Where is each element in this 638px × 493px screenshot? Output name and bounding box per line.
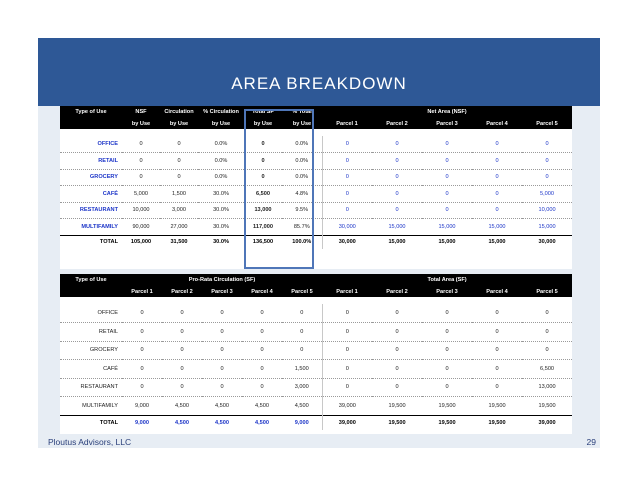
row-label: CAFÉ: [60, 186, 122, 203]
table-cell: 0: [202, 304, 242, 323]
header-cell: Parcel 2: [372, 118, 422, 129]
table-cell: 15,000: [422, 219, 472, 236]
table-cell: 0: [122, 136, 160, 153]
row-label: GROCERY: [60, 169, 122, 186]
row-label: OFFICE: [60, 304, 122, 323]
header-cell: Parcel 3: [422, 118, 472, 129]
table-cell: 30,000: [522, 235, 572, 249]
table-cell: 0.0%: [198, 136, 244, 153]
table-cell: 15,000: [422, 235, 472, 249]
table-cell: 19,500: [472, 397, 522, 416]
table-row: [60, 323, 572, 342]
table-cell: 117,000: [244, 219, 282, 236]
header-cell: by Use: [244, 118, 282, 129]
table-cell: 6,500: [522, 360, 572, 379]
table-cell: 30,000: [322, 219, 372, 236]
total-area-table: [60, 274, 572, 430]
header-cell: by Use: [198, 118, 244, 129]
table-cell: 0: [122, 341, 162, 360]
table-cell: 3,000: [160, 202, 198, 219]
table-cell: 0: [160, 169, 198, 186]
table-cell: 0: [422, 169, 472, 186]
table-cell: 39,000: [322, 415, 372, 430]
table-cell: 0: [162, 341, 202, 360]
table-cell: 0.0%: [282, 136, 322, 153]
table-cell: 85.7%: [282, 219, 322, 236]
table-cell: 30,000: [322, 235, 372, 249]
table-cell: 0: [160, 153, 198, 170]
table-cell: 19,500: [422, 415, 472, 430]
header-cell: % Circulation: [198, 106, 244, 118]
table-cell: 30.0%: [198, 202, 244, 219]
table-cell: 0: [522, 153, 572, 170]
table-cell: 0.0%: [282, 153, 322, 170]
row-label: TOTAL: [60, 235, 122, 249]
table-cell: 0: [122, 153, 160, 170]
table-cell: 100.0%: [282, 235, 322, 249]
table-cell: 0: [162, 378, 202, 397]
table-row: [60, 186, 572, 203]
table-cell: 0.0%: [198, 169, 244, 186]
table-row: [60, 304, 572, 323]
table-cell: 0: [472, 341, 522, 360]
table-cell: 0: [322, 202, 372, 219]
table-row: [60, 378, 572, 397]
row-label: GROCERY: [60, 341, 122, 360]
header-cell: Parcel 4: [472, 118, 522, 129]
header-cell: Parcel 5: [282, 286, 322, 297]
table-cell: 19,500: [472, 415, 522, 430]
table-row: [60, 153, 572, 170]
table-cell: 15,000: [372, 219, 422, 236]
table-cell: 0: [422, 304, 472, 323]
table-cell: 0: [472, 153, 522, 170]
table-cell: 13,000: [244, 202, 282, 219]
table-cell: 10,000: [122, 202, 160, 219]
table-cell: 1,500: [282, 360, 322, 379]
table-cell: 15,000: [472, 235, 522, 249]
header-cell: Parcel 3: [422, 286, 472, 297]
table-cell: 0: [322, 169, 372, 186]
header-cell: by Use: [160, 118, 198, 129]
net-area-table: [60, 106, 572, 249]
table-cell: 0: [372, 360, 422, 379]
group-header-total-area: Total Area (SF): [322, 274, 572, 286]
table-cell: 0: [122, 360, 162, 379]
total-area-table-sheet: [60, 274, 572, 434]
table-cell: 5,000: [122, 186, 160, 203]
row-label: CAFÉ: [60, 360, 122, 379]
table-cell: 0: [422, 202, 472, 219]
table-cell: 0: [472, 360, 522, 379]
title-bar: [38, 38, 600, 106]
header-cell: Type of Use: [60, 274, 122, 286]
table-cell: 4,500: [202, 415, 242, 430]
table-cell: 0: [122, 169, 160, 186]
table-cell: 4,500: [282, 397, 322, 416]
header-cell: Parcel 4: [242, 286, 282, 297]
header-cell: by Use: [122, 118, 160, 129]
table-cell: 0: [472, 323, 522, 342]
table-cell: 15,000: [372, 235, 422, 249]
table-cell: 10,000: [522, 202, 572, 219]
table-row: [60, 360, 572, 379]
table-cell: 0: [422, 378, 472, 397]
slide-title: AREA BREAKDOWN: [231, 74, 407, 93]
table-cell: 6,500: [244, 186, 282, 203]
total-row: [60, 415, 572, 430]
table-cell: 15,000: [472, 219, 522, 236]
table-cell: 0: [472, 304, 522, 323]
header-cell: Parcel 5: [522, 286, 572, 297]
table-cell: 9,000: [122, 397, 162, 416]
table-cell: 1,500: [160, 186, 198, 203]
table-cell: 90,000: [122, 219, 160, 236]
table-cell: 30.0%: [198, 235, 244, 249]
table-cell: 0: [522, 136, 572, 153]
header-cell: [60, 286, 122, 297]
table-cell: 4,500: [162, 397, 202, 416]
table-cell: 0: [242, 378, 282, 397]
header-row-top: [60, 274, 572, 286]
table-cell: 3,000: [282, 378, 322, 397]
header-cell: Parcel 2: [162, 286, 202, 297]
header-cell: Circulation: [160, 106, 198, 118]
table-cell: 0: [522, 341, 572, 360]
table-cell: 19,500: [422, 397, 472, 416]
table-cell: 5,000: [522, 186, 572, 203]
table-cell: 0: [322, 186, 372, 203]
table-cell: 0: [322, 360, 372, 379]
table-cell: 0: [322, 378, 372, 397]
header-cell: Total SF: [244, 106, 282, 118]
table-cell: 0: [472, 186, 522, 203]
header-cell: Parcel 4: [472, 286, 522, 297]
table-cell: 4,500: [242, 397, 282, 416]
table-cell: 0: [202, 341, 242, 360]
table-cell: 31,500: [160, 235, 198, 249]
table-cell: 0: [122, 378, 162, 397]
table-cell: 0: [522, 304, 572, 323]
header-cell: Parcel 2: [372, 286, 422, 297]
table-cell: 0: [472, 169, 522, 186]
table-row: [60, 202, 572, 219]
table-cell: 0: [162, 360, 202, 379]
header-cell: Parcel 3: [202, 286, 242, 297]
table-cell: 30.0%: [198, 219, 244, 236]
table-cell: 0: [160, 136, 198, 153]
table-row: [60, 397, 572, 416]
table-row: [60, 169, 572, 186]
header-cell: Parcel 1: [322, 118, 372, 129]
table-cell: 0: [282, 323, 322, 342]
row-label: MULTIFAMILY: [60, 397, 122, 416]
table-row: [60, 219, 572, 236]
table-cell: 4,500: [162, 415, 202, 430]
total-row: [60, 235, 572, 249]
table-cell: 0: [422, 136, 472, 153]
table-cell: 0: [422, 153, 472, 170]
table-cell: 0: [122, 323, 162, 342]
header-row-bottom: [60, 118, 572, 129]
header-row-top: [60, 106, 572, 118]
table-cell: 30.0%: [198, 186, 244, 203]
table-cell: 0: [372, 341, 422, 360]
table-cell: 0: [242, 341, 282, 360]
table-cell: 0: [244, 153, 282, 170]
table-cell: 0: [372, 378, 422, 397]
table-cell: 0: [242, 360, 282, 379]
table-cell: 0: [322, 304, 372, 323]
table-cell: 136,500: [244, 235, 282, 249]
header-row-bottom: [60, 286, 572, 297]
table-cell: 9,000: [282, 415, 322, 430]
header-cell: NSF: [122, 106, 160, 118]
row-label: RETAIL: [60, 153, 122, 170]
header-cell: [60, 118, 122, 129]
table-cell: 39,000: [522, 415, 572, 430]
row-label: RESTAURANT: [60, 202, 122, 219]
table-cell: 0: [372, 136, 422, 153]
table-cell: 0.0%: [198, 153, 244, 170]
table-cell: 9,000: [122, 415, 162, 430]
table-cell: 0: [122, 304, 162, 323]
table-cell: 0: [372, 202, 422, 219]
table-cell: 0: [522, 169, 572, 186]
table-cell: 0: [422, 323, 472, 342]
table-cell: 0: [372, 304, 422, 323]
table-cell: 0: [244, 136, 282, 153]
page-number: 29: [586, 437, 596, 447]
table-cell: 0: [472, 202, 522, 219]
table-cell: 0.0%: [282, 169, 322, 186]
table-cell: 0: [322, 136, 372, 153]
table-cell: 0: [202, 360, 242, 379]
table-cell: 0: [282, 304, 322, 323]
header-cell: Type of Use: [60, 106, 122, 118]
table-cell: 0: [322, 341, 372, 360]
table-cell: 39,000: [322, 397, 372, 416]
table-cell: 0: [322, 323, 372, 342]
footer-company: Ploutus Advisors, LLC: [48, 437, 132, 447]
total-sf-highlight-box: [244, 109, 314, 269]
table-cell: 27,000: [160, 219, 198, 236]
table-row: [60, 341, 572, 360]
row-label: MULTIFAMILY: [60, 219, 122, 236]
table-cell: 0: [242, 304, 282, 323]
table-cell: 0: [472, 136, 522, 153]
table-cell: 0: [422, 360, 472, 379]
table-cell: 4.8%: [282, 186, 322, 203]
table-cell: 9.5%: [282, 202, 322, 219]
table-cell: 15,000: [522, 219, 572, 236]
table-cell: 0: [372, 323, 422, 342]
table-cell: 0: [244, 169, 282, 186]
group-header-net-area: Net Area (NSF): [322, 106, 572, 118]
table-cell: 0: [162, 304, 202, 323]
table-cell: 0: [422, 341, 472, 360]
table-cell: 0: [202, 323, 242, 342]
header-cell: % Total: [282, 106, 322, 118]
table-cell: 0: [422, 186, 472, 203]
table-row: [60, 136, 572, 153]
table-cell: 0: [472, 378, 522, 397]
table-cell: 19,500: [372, 415, 422, 430]
header-cell: Parcel 5: [522, 118, 572, 129]
header-cell: Parcel 1: [122, 286, 162, 297]
table-cell: 0: [372, 153, 422, 170]
table-cell: 4,500: [202, 397, 242, 416]
row-label: RESTAURANT: [60, 378, 122, 397]
table-cell: 19,500: [522, 397, 572, 416]
row-label: RETAIL: [60, 323, 122, 342]
table-cell: 0: [372, 169, 422, 186]
table-cell: 105,000: [122, 235, 160, 249]
table-cell: 19,500: [372, 397, 422, 416]
table-cell: 0: [322, 153, 372, 170]
table-cell: 13,000: [522, 378, 572, 397]
table-cell: 0: [372, 186, 422, 203]
group-header-pro-rata: Pro-Rata Circulation (SF): [122, 274, 322, 286]
table-cell: 0: [162, 323, 202, 342]
table-cell: 4,500: [242, 415, 282, 430]
header-cell: Parcel 1: [322, 286, 372, 297]
net-area-table-sheet: [60, 106, 572, 269]
table-cell: 0: [282, 341, 322, 360]
header-cell: by Use: [282, 118, 322, 129]
row-label: TOTAL: [60, 415, 122, 430]
table-cell: 0: [242, 323, 282, 342]
table-cell: 0: [522, 323, 572, 342]
table-cell: 0: [202, 378, 242, 397]
row-label: OFFICE: [60, 136, 122, 153]
